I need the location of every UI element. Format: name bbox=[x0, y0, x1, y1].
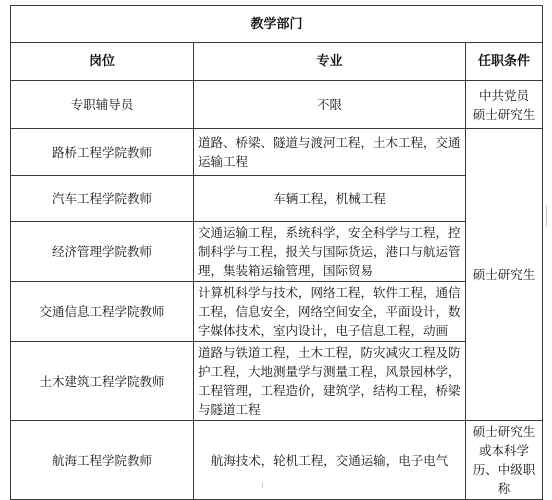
requirement-line: 或本科学 bbox=[479, 443, 530, 458]
table-title: 教学部门 bbox=[11, 6, 543, 43]
requirement-line: 硕士研究生 bbox=[472, 106, 536, 122]
major-cell: 计算机科学与技术，网络工程，软件工程，通信工程，信息安全，网络空间安全，平面设计，数字媒体技术，室内设计，电子信息工程，动画 bbox=[194, 282, 466, 342]
major-cell: 道路与铁道工程，土木工程，防灾减灾工程及防护工程，大地测量学与测量工程，风景园林学，工程管理，工程造价，建筑学，结构工程，桥梁与隧道工程 bbox=[194, 342, 466, 421]
table-row bbox=[11, 81, 543, 129]
table-header-row bbox=[11, 43, 543, 81]
requirement-line: 硕士研究生 bbox=[472, 424, 536, 439]
requirement-cell bbox=[466, 421, 543, 500]
requirement-cell bbox=[466, 81, 543, 129]
requirement-line: 中共党员 bbox=[479, 87, 530, 103]
requirement-cell-shared: 硕士研究生 bbox=[466, 129, 543, 421]
position-cell: 汽车工程学院教师 bbox=[11, 176, 194, 222]
major-cell: 车辆工程，机械工程 bbox=[194, 176, 466, 222]
major-cell: 航海技术，轮机工程，交通运输，电子电气 bbox=[194, 421, 466, 500]
table-row bbox=[11, 176, 543, 222]
document-sheet bbox=[10, 5, 542, 496]
position-cell: 航海工程学院教师 bbox=[11, 421, 194, 500]
table-title-row bbox=[11, 6, 543, 43]
recruitment-table bbox=[10, 5, 543, 500]
major-cell: 交通运输工程，系统科学，安全科学与工程，控制科学与工程，报关与国际货运，港口与航运管理，集装箱运输管理，国际贸易 bbox=[194, 222, 466, 282]
position-cell: 交通信息工程学院教师 bbox=[11, 282, 194, 342]
table-row bbox=[11, 129, 543, 176]
header-major: 专业 bbox=[194, 43, 466, 81]
requirement-line: 历、中级职 bbox=[472, 462, 536, 477]
table-row bbox=[11, 342, 543, 421]
major-cell: 道路、桥梁、隧道与渡河工程，土木工程，交通运输工程 bbox=[194, 129, 466, 176]
major-cell: 不限 bbox=[194, 81, 466, 129]
position-cell: 路桥工程学院教师 bbox=[11, 129, 194, 176]
table-row bbox=[11, 282, 543, 342]
table-row bbox=[11, 222, 543, 282]
header-requirement: 任职条件 bbox=[466, 43, 543, 81]
page-bottom-mark bbox=[262, 482, 293, 488]
position-cell: 经济管理学院教师 bbox=[11, 222, 194, 282]
header-position: 岗位 bbox=[11, 43, 194, 81]
position-cell: 专职辅导员 bbox=[11, 81, 194, 129]
position-cell: 土木建筑工程学院教师 bbox=[11, 342, 194, 421]
requirement-line: 称 bbox=[497, 481, 511, 496]
page-edge-mark bbox=[546, 205, 550, 227]
